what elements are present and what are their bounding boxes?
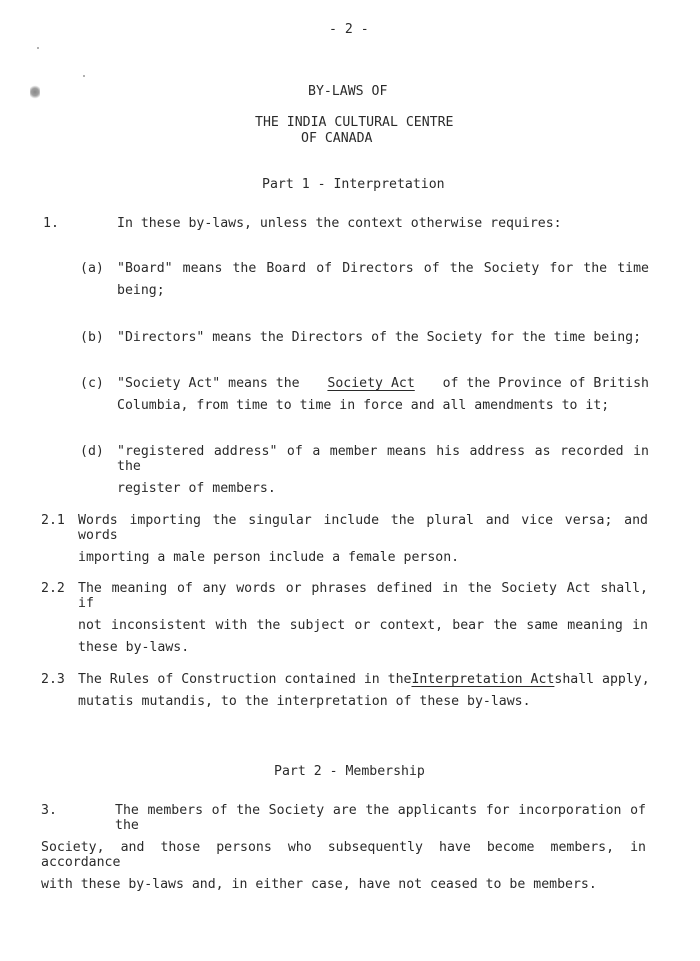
item-d-text xyxy=(117,444,649,496)
society-act-reference: Society Act xyxy=(327,376,415,391)
section-2-1-line-1: Words importing the singular include the plural and vice versa; and words xyxy=(78,513,648,543)
section-1-text: In these by-laws, unless the context otherwise requires: xyxy=(117,216,562,231)
section-2-3-line-1-pre: The Rules of Construction contained in the xyxy=(78,672,412,687)
section-3-text xyxy=(41,803,646,892)
title-line-3: OF CANADA xyxy=(301,131,373,146)
item-b-label: (b) xyxy=(80,330,104,345)
section-3-number: 3. xyxy=(41,803,57,818)
item-d-line-1: "registered address" of a member means his address as recorded in the xyxy=(117,444,649,474)
speck xyxy=(83,75,85,77)
item-c-text xyxy=(117,376,649,413)
section-2-3-line-1-post: shall apply, xyxy=(554,672,650,687)
interpretation-act-reference: Interpretation Act xyxy=(411,672,555,687)
section-3-line-1: The members of the Society are the applicants for incorporation of the xyxy=(115,803,646,833)
section-2-2-line-2: not inconsistent with the subject or context, bear the same meaning in xyxy=(78,618,648,633)
item-d-label: (d) xyxy=(80,444,104,459)
item-c-line-1-pre: "Society Act" means the xyxy=(117,376,300,391)
part2-heading: Part 2 - Membership xyxy=(274,764,425,779)
section-1-number: 1. xyxy=(43,216,59,231)
item-d-line-2: register of members. xyxy=(117,481,276,496)
page-number: - 2 - xyxy=(329,22,369,37)
item-c-label: (c) xyxy=(80,376,104,391)
section-2-2-line-1: The meaning of any words or phrases defined in the Society Act shall, if xyxy=(78,581,648,611)
section-2-3-line-2: mutatis mutandis, to the interpretation of these by-laws. xyxy=(78,694,531,709)
part1-heading: Part 1 - Interpretation xyxy=(262,177,445,192)
section-2-2-text xyxy=(78,581,648,655)
item-a-line-1: "Board" means the Board of Directors of the Society for the time xyxy=(117,261,649,276)
item-a-label: (a) xyxy=(80,261,104,276)
item-c-line-2: Columbia, from time to time in force and all amendments to it; xyxy=(117,398,610,413)
title-line-2: THE INDIA CULTURAL CENTRE xyxy=(255,115,454,130)
section-3-line-2: Society, and those persons who subsequently have become members, in accordance xyxy=(41,840,646,870)
item-c-line-1-post: of the Province of British xyxy=(442,376,649,391)
section-2-2-line-3: these by-laws. xyxy=(78,640,190,655)
section-2-1-number: 2.1 xyxy=(41,513,65,528)
section-2-2-number: 2.2 xyxy=(41,581,65,596)
section-2-1-text xyxy=(78,513,648,565)
speck xyxy=(37,47,39,49)
item-a-line-2: being; xyxy=(117,283,165,298)
section-2-3-line-1 xyxy=(78,672,648,687)
item-b-text: "Directors" means the Directors of the Society for the time being; xyxy=(117,330,642,345)
section-2-1-line-2: importing a male person include a female person. xyxy=(78,550,460,565)
item-c-line-1 xyxy=(117,376,649,391)
title-line-1: BY-LAWS OF xyxy=(308,84,388,99)
section-2-3-text xyxy=(78,672,648,709)
item-a-text xyxy=(117,261,649,298)
section-3-line-3: with these by-laws and, in either case, have not ceased to be members. xyxy=(41,877,597,892)
ink-smudge xyxy=(30,84,40,100)
section-2-3-number: 2.3 xyxy=(41,672,65,687)
